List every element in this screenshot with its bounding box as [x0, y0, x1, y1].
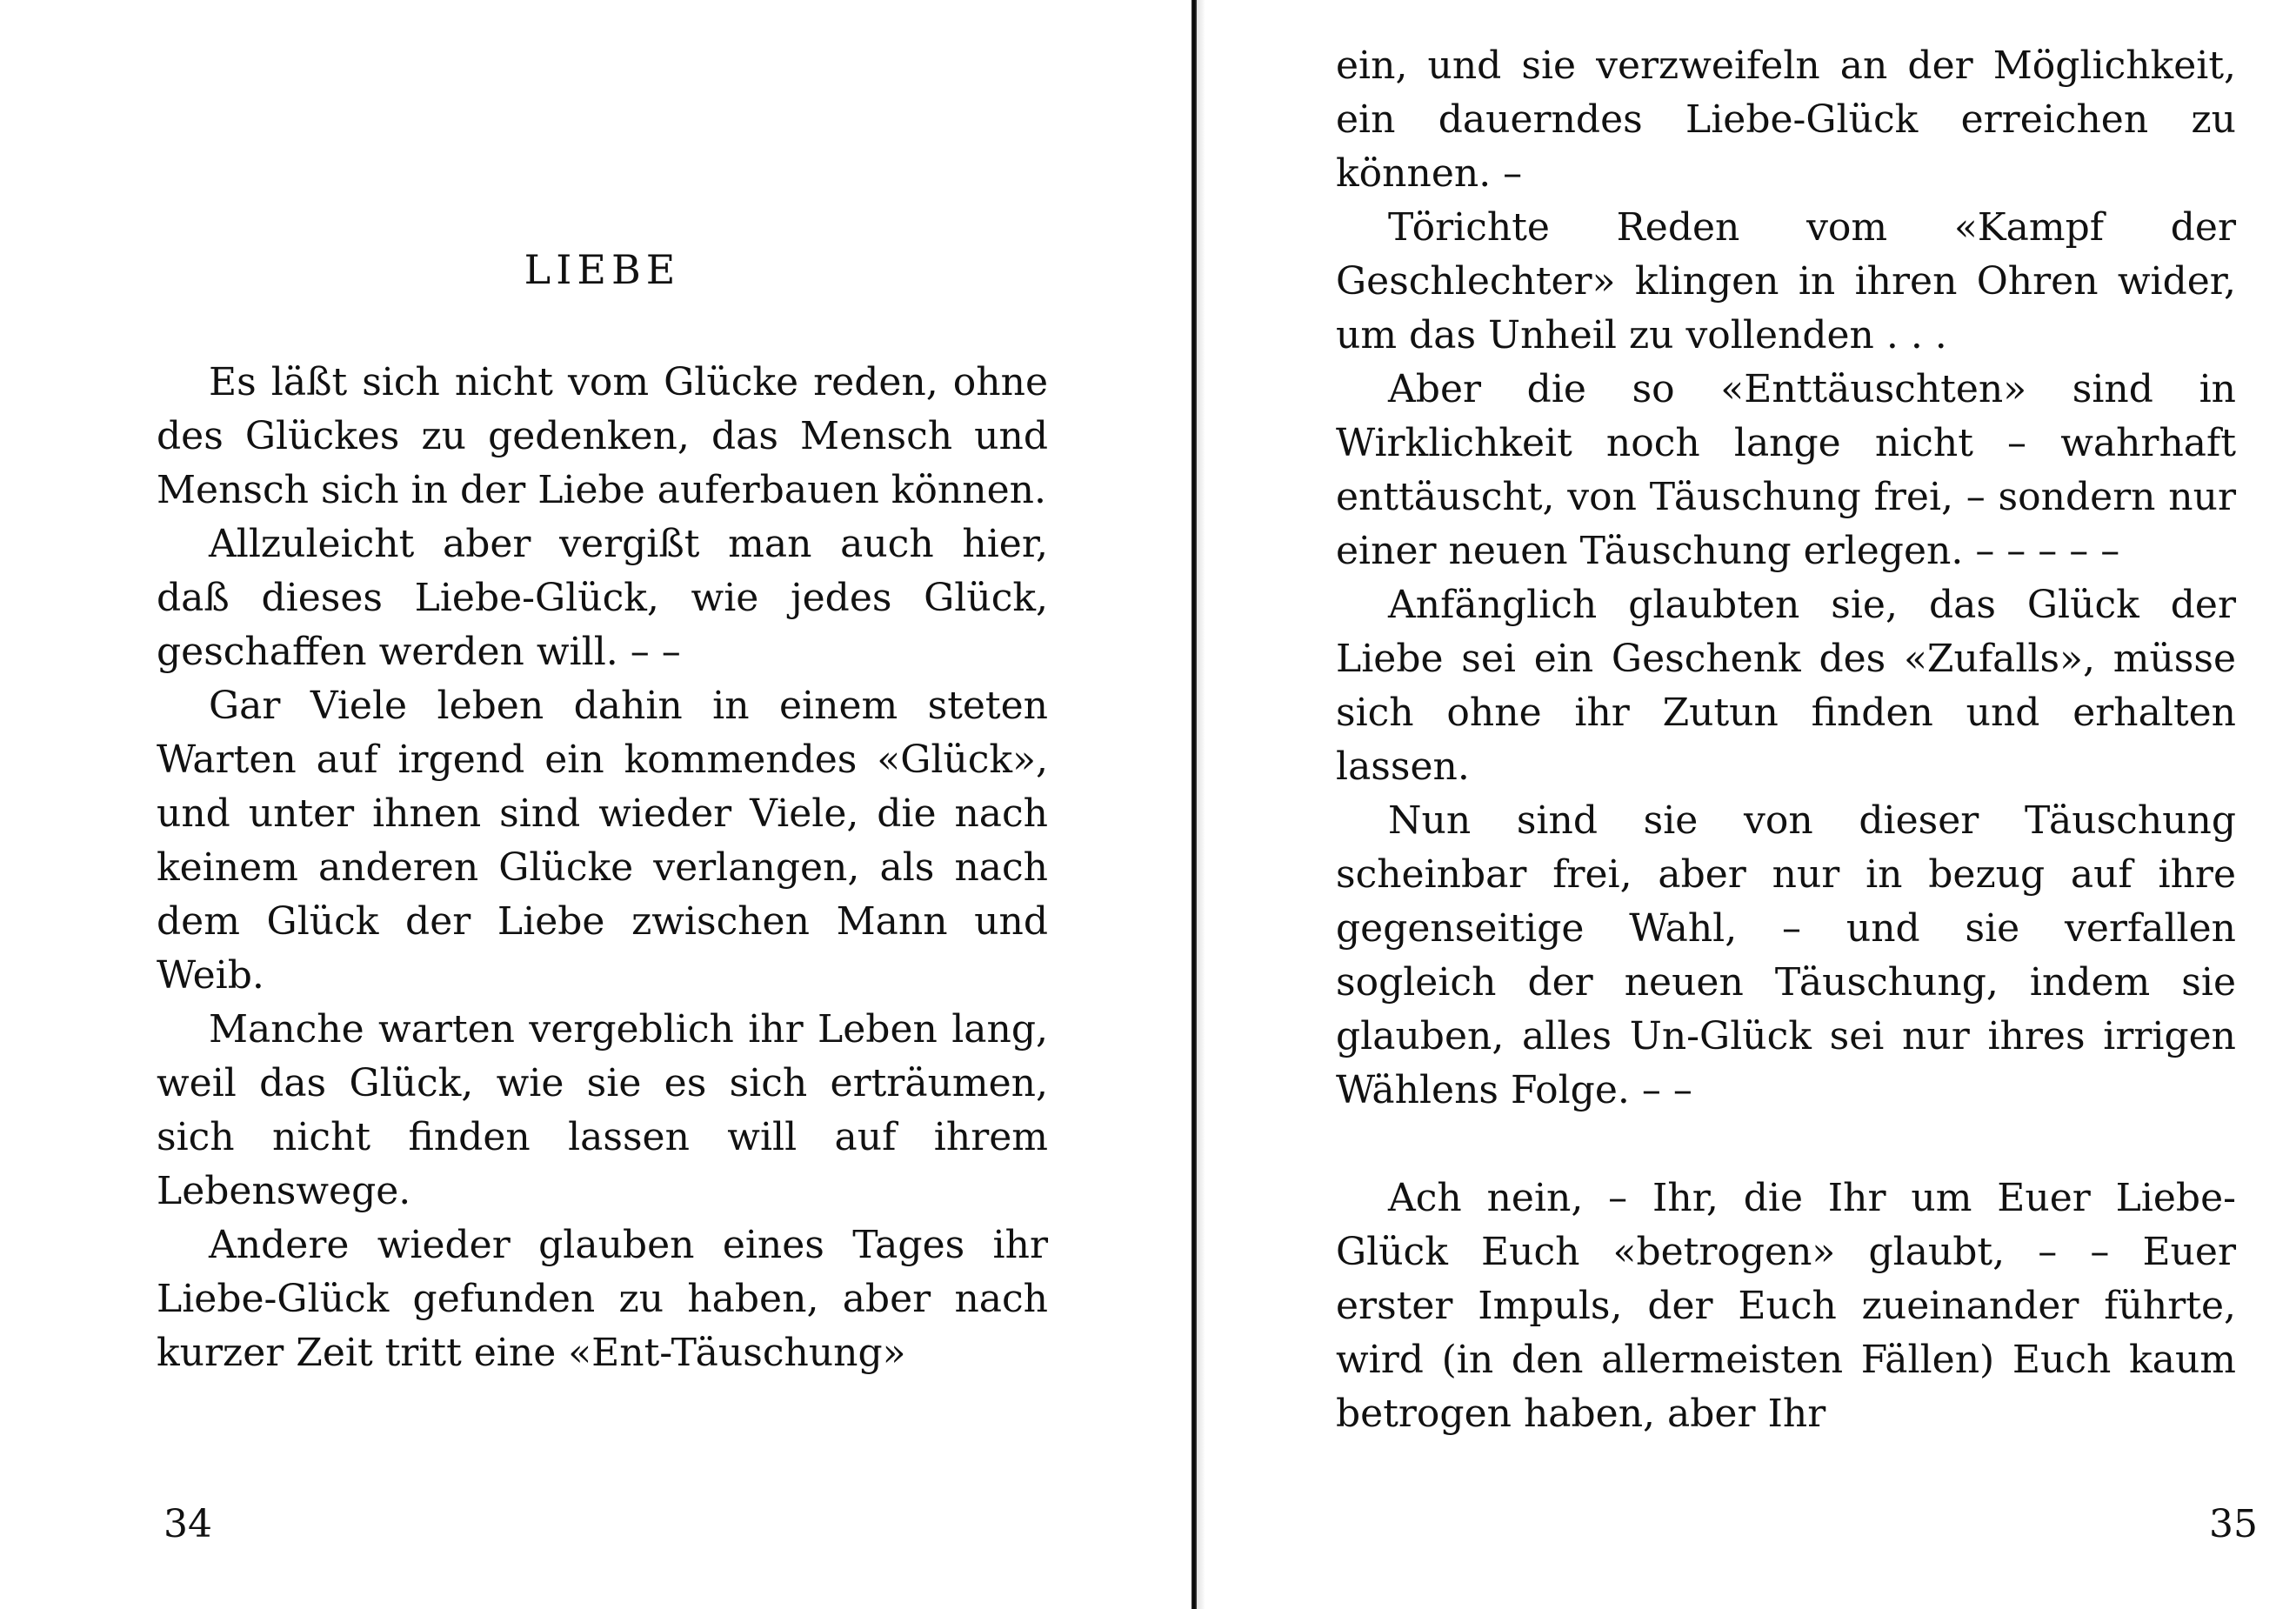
paragraph: Nun sind sie von dieser Täuschung scheinbar frei, aber nur in bezug auf ihre gegenseitige Wahl, – und sie verfallen sogleich der neuen Täuschung, indem sie glauben, alles Un-Glück sei nur ihres irrigen Wählens Folge. – – [1336, 798, 2236, 1112]
right-text-column [1336, 39, 2236, 1441]
paragraph: Anfänglich glaubten sie, das Glück der Liebe sei ein Geschenk des «Zufalls», müsse sich ohne ihr Zutun finden und erhalten lassen. [1336, 583, 2236, 789]
paragraph: Ach nein, – Ihr, die Ihr um Euer Liebe-Glück Euch «betrogen» glaubt, – – Euer erster Impuls, der Euch zueinander führte, wird (in den allermeisten Fällen) Euch kaum betrogen haben, aber Ihr [1336, 1176, 2236, 1436]
paragraph: Gar Viele leben dahin in einem steten Warten auf irgend ein kommendes «Glück», und unter ihnen sind wieder Viele, die nach keinem anderen Glücke verlangen, als nach dem Glück der Liebe zwischen Mann und Weib. [157, 684, 1048, 998]
chapter-title: LIEBE [524, 246, 681, 293]
right-page [1205, 0, 2296, 1609]
left-text-column [157, 356, 1048, 1380]
paragraph: Andere wieder glauben eines Tages ihr Liebe-Glück gefunden zu haben, aber nach kurzer Zeit tritt eine «Ent-Täuschung» [157, 1223, 1048, 1375]
paragraph: Es läßt sich nicht vom Glücke reden, ohne des Glückes zu gedenken, das Mensch und Mensch sich in der Liebe auferbauen können. [157, 360, 1048, 512]
continued-paragraph: ein, und sie verzweifeln an der Möglichkeit, ein dauerndes Liebe-Glück erreichen zu können. – [1336, 43, 2236, 196]
paragraph: Törichte Reden vom «Kampf der Geschlechter» klingen in ihren Ohren wider, um das Unheil zu vollenden . . . [1336, 205, 2236, 357]
gutter-shadow [1197, 0, 1205, 1609]
page-number-right: 35 [2209, 1502, 2258, 1546]
paragraph: Manche warten vergeblich ihr Leben lang, weil das Glück, wie sie es sich erträumen, sich nicht finden lassen will auf ihrem Lebenswege. [157, 1007, 1048, 1213]
paragraph: Allzuleicht aber vergißt man auch hier, daß dieses Liebe-Glück, wie jedes Glück, geschaffen werden will. – – [157, 522, 1048, 674]
page-number-left: 34 [164, 1502, 212, 1546]
paragraph: Aber die so «Enttäuschten» sind in Wirklichkeit noch lange nicht – wahrhaft enttäuscht, von Täuschung frei, – sondern nur einer neuen Täuschung erlegen. – – – – – [1336, 367, 2236, 573]
